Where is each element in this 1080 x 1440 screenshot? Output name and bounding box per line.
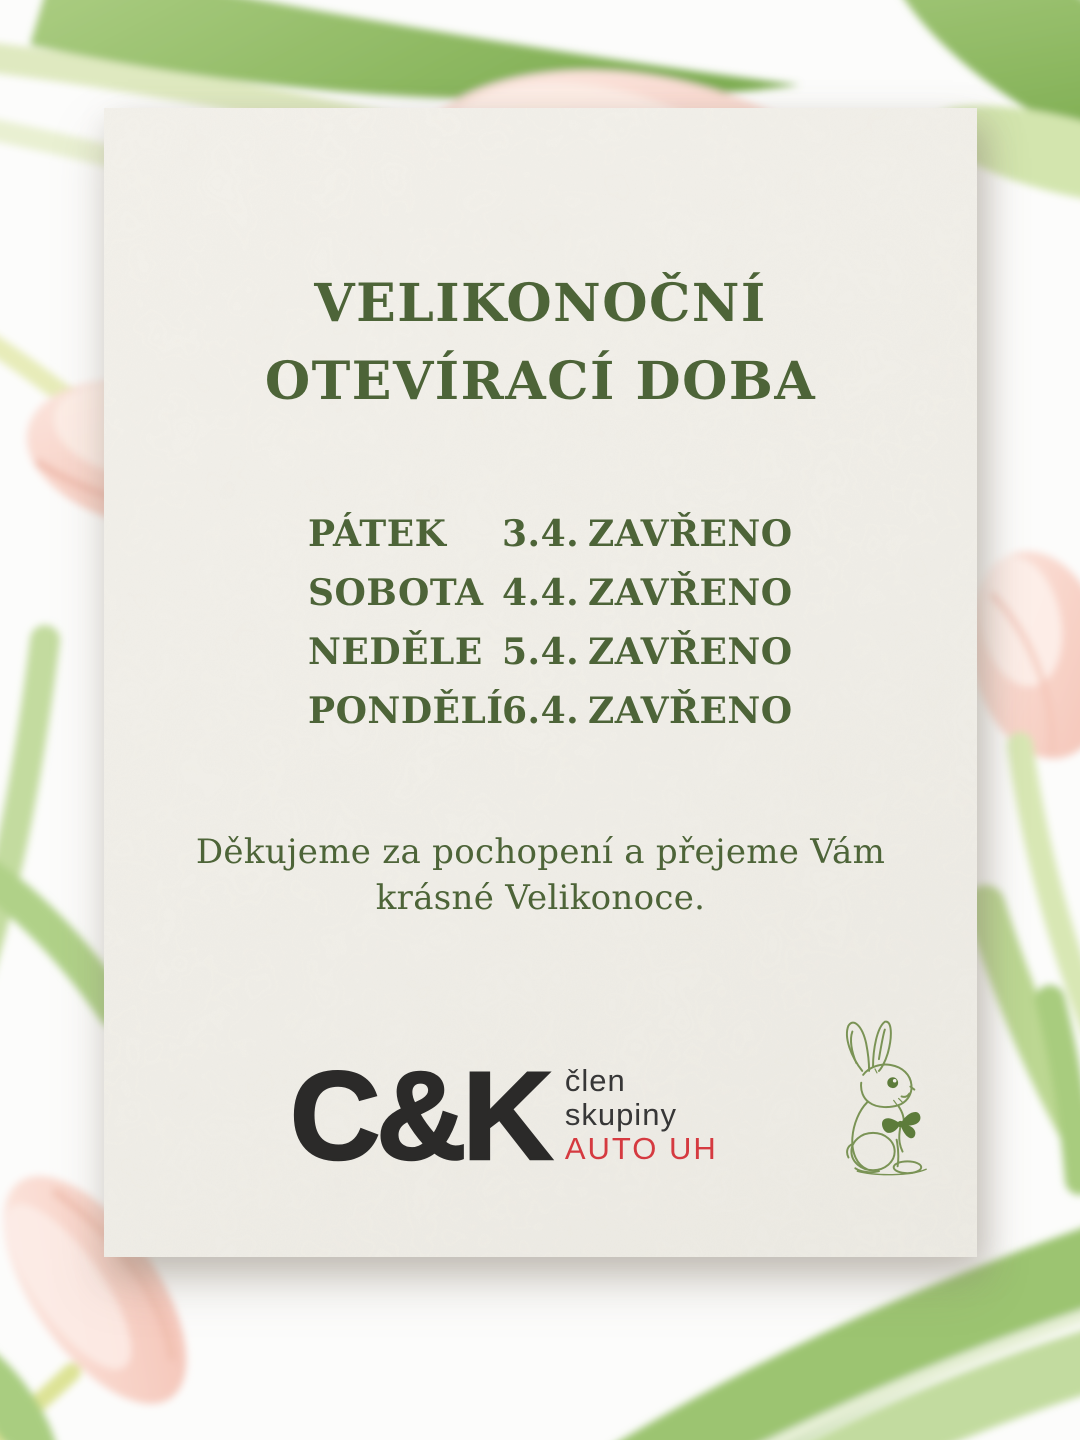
schedule-date: 4.4. <box>502 572 580 614</box>
bunny-icon <box>816 1006 934 1184</box>
schedule-row-sunday <box>308 631 793 673</box>
ck-logo-subtext <box>565 1064 718 1166</box>
schedule-date: 3.4. <box>502 513 580 555</box>
logo-member-line1: člen <box>564 1063 626 1098</box>
schedule-status: ZAVŘENO <box>588 513 793 555</box>
schedule-status: ZAVŘENO <box>588 631 793 673</box>
logo-member-line2: skupiny <box>564 1097 677 1132</box>
schedule-day: PÁTEK <box>308 513 447 555</box>
schedule-date: 5.4. <box>502 631 580 673</box>
page-title <box>104 265 977 421</box>
schedule-row-friday <box>308 513 793 555</box>
logo-row <box>290 1047 718 1186</box>
title-line2: OTEVÍRACÍ DOBA <box>264 351 817 412</box>
schedule-status: ZAVŘENO <box>588 572 793 614</box>
thanks-line2: krásné Velikonoce. <box>375 878 706 918</box>
leaves-bottom-right <box>640 1265 1080 1440</box>
title-line1: VELIKONOČNÍ <box>314 273 767 334</box>
schedule-date: 6.4. <box>502 690 580 732</box>
easter-card <box>104 108 977 1257</box>
logo-group-name: AUTO UH <box>564 1131 718 1166</box>
schedule-row-monday <box>308 690 793 732</box>
schedule-status: ZAVŘENO <box>588 690 793 732</box>
thanks-line1: Děkujeme za pochopení a přejeme Vám <box>195 832 886 872</box>
thanks-message <box>104 829 977 921</box>
schedule-day: SOBOTA <box>308 572 484 614</box>
schedule-day: NEDĚLE <box>308 631 483 673</box>
schedule-row-saturday <box>308 572 793 614</box>
schedule-day: PONDĚLÍ <box>308 690 504 732</box>
opening-hours-table <box>308 513 793 752</box>
ck-logo: C&K <box>290 1047 549 1186</box>
